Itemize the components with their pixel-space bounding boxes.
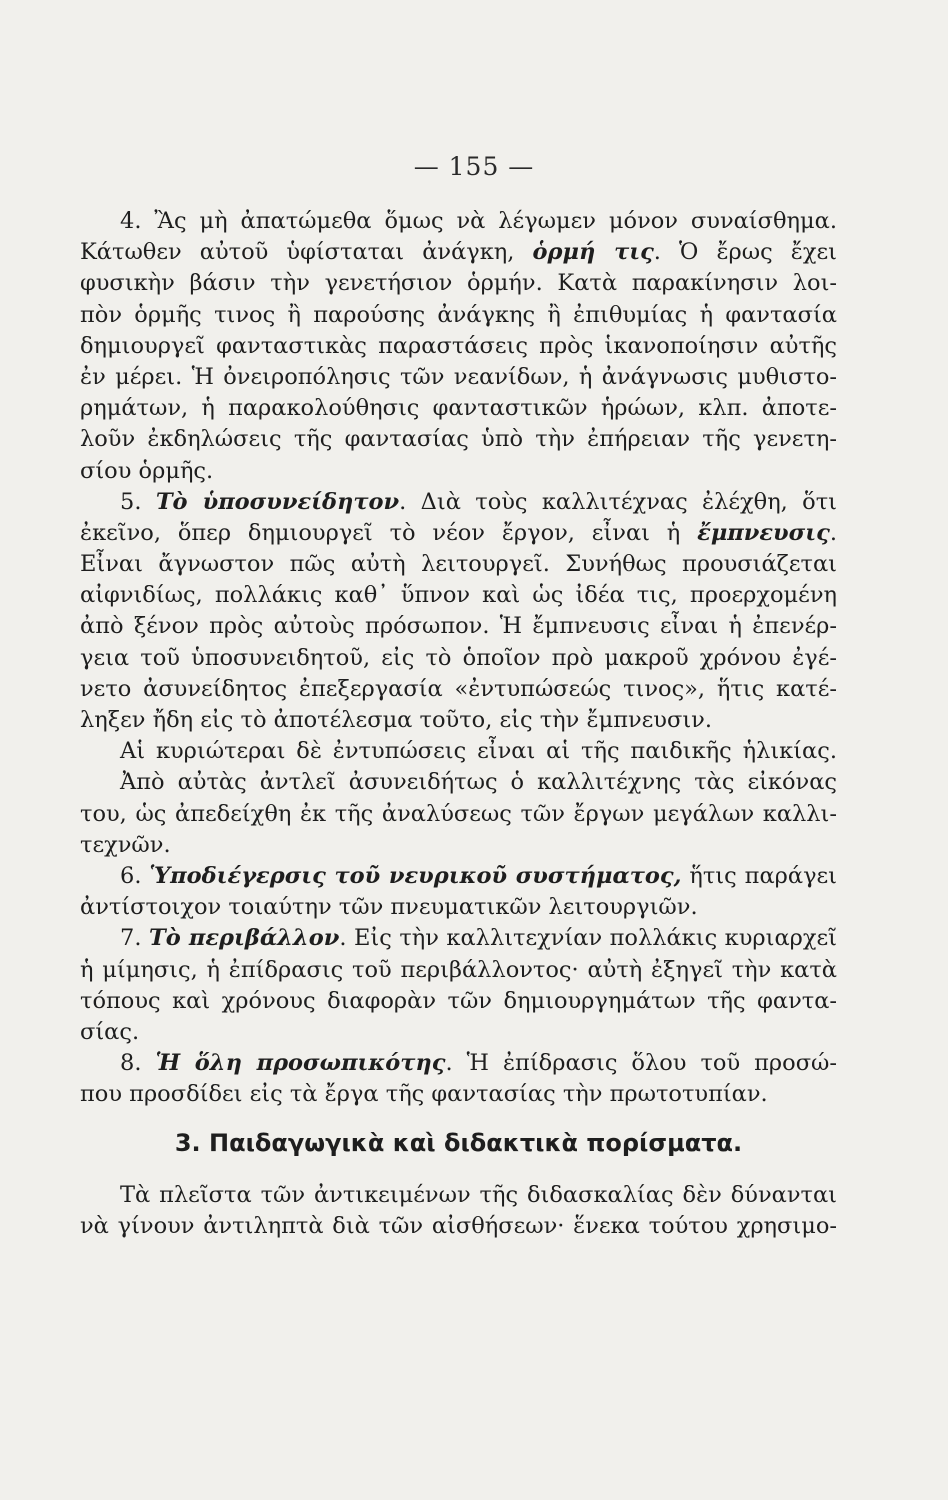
text-line: Ἀπὸ αὐτὰς ἀντλεῖ ἀσυνειδήτως ὁ καλλιτέχνης τὰς εἰκόνας [120,769,837,796]
text-line: ἡ μίμησις, ἡ ἐπίδρασις τοῦ περιβάλλοντος· αὐτὴ ἐξηγεῖ τὴν κατὰ [80,956,837,983]
text-line [80,518,837,549]
text-fragment: ἥτις παράγει [681,862,837,889]
text-line: ἀπὸ ξένον πρὸς αὐτοὺς πρόσωπον. Ἡ ἔμπνευσις εἶναι ἡ ἐπενέρ- [80,613,837,640]
text-line: τεχνῶν. [80,831,171,858]
section-heading: 3. Παιδαγωγικὰ καὶ διδακτικὰ πορίσματα. [174,1129,743,1158]
text-fragment: . [829,519,837,546]
text-line [80,1048,837,1079]
text-line: φυσικὴν βάσιν τὴν γενετήσιον ὁρμήν. Κατὰ παρακίνησιν λοι- [80,270,837,297]
text-fragment: 5. [120,488,156,515]
text-line: ρημάτων, ἡ παρακολούθησις φανταστικῶν ἡρώων, κλπ. ἀποτε- [80,395,837,422]
text-fragment: Κάτωθεν αὐτοῦ ὑφίσταται ἀνάγκη, [80,239,533,266]
text-line: σίας. [80,1018,140,1045]
text-fragment: ἐκεῖνο, ὅπερ δημιουργεῖ τὸ νέον ἔργον, εἶναι ἡ [80,519,698,546]
text-line: Τὰ πλεῖστα τῶν ἀντικειμένων τῆς διδασκαλίας δὲν δύνανται [120,1181,837,1208]
text-line [80,861,837,892]
emphasized-term: Τὸ ὑποσυνείδητον [155,488,400,515]
text-line: που προσδίδει εἰς τὰ ἔργα τῆς φαντασίας τὴν πρωτοτυπίαν. [80,1081,768,1108]
text-line [80,237,837,268]
text-line: τόπους καὶ χρόνους διαφορὰν τῶν δημιουργημάτων τῆς φαντα- [80,987,837,1014]
text-fragment: 7. [120,925,149,952]
text-line: ἐν μέρει. Ἡ ὀνειροπόλησις τῶν νεανίδων, ἡ ἀνάγνωσις μυθιστο- [80,363,837,390]
page-number: — 155 — [413,152,535,181]
text-fragment: . Εἰς τὴν καλλιτεχνίαν πολλάκις κυριαρχεῖ [339,925,837,952]
text-fragment: 8. [120,1050,156,1077]
emphasized-term: Ἡ ὅλη προσωπικότης [155,1050,446,1077]
text-line: πὸν ὁρμῆς τινος ἢ παρούσης ἀνάγκης ἢ ἐπιθυμίας ἡ φαντασία [80,301,837,328]
text-line: Αἱ κυριώτεραι δὲ ἐντυπώσεις εἶναι αἱ τῆς παιδικῆς ἡλικίας. [120,738,837,765]
text-fragment: 6. [120,862,150,889]
text-line: δημιουργεῖ φανταστικὰς παραστάσεις πρὸς ἱκανοποίησιν αὐτῆς [80,332,837,359]
text-line: σίου ὁρμῆς. [80,457,214,484]
text-line: λοῦν ἐκδηλώσεις τῆς φαντασίας ὑπὸ τὴν ἐπήρειαν τῆς γενετη- [80,426,837,453]
text-fragment: . Διὰ τοὺς καλλιτέχνας ἐλέχθη, ὅτι [399,488,837,515]
text-line [80,487,837,518]
emphasized-term: Ὑποδιέγερσις τοῦ νευρικοῦ συστήματος, [149,862,682,889]
emphasized-term: ἔμπνευσις [697,519,830,546]
text-line: νὰ γίνουν ἀντιληπτὰ διὰ τῶν αἰσθήσεων· ἕνεκα τούτου χρησιμο- [80,1212,837,1239]
text-line: του, ὡς ἀπεδείχθη ἐκ τῆς ἀναλύσεως τῶν ἔργων μεγάλων καλλι- [80,800,837,827]
body-text [80,206,837,1242]
text-line: ἀντίστοιχον τοιαύτην τῶν πνευματικῶν λειτουργιῶν. [80,894,698,921]
text-line [80,923,837,954]
text-fragment: . Ὁ ἔρως ἔχει [653,239,837,266]
text-line: ληξεν ἤδη εἰς τὸ ἀποτέλεσμα τοῦτο, εἰς τὴν ἔμπνευσιν. [80,707,712,733]
emphasized-term: Τὸ περιβάλλον [148,925,340,952]
text-fragment: . Ἡ ἐπίδρασις ὅλου τοῦ προσώ- [445,1050,837,1077]
text-line: 4. Ἂς μὴ ἀπατώμεθα ὅμως νὰ λέγωμεν μόνον συναίσθημα. [120,208,837,234]
text-line: γεια τοῦ ὑποσυνειδητοῦ, εἰς τὸ ὁποῖον πρὸ μακροῦ χρόνου ἐγέ- [80,644,837,671]
text-line: αἰφνιδίως, πολλάκις καθ᾽ ὕπνον καὶ ὡς ἰδέα τις, προερχομένη [80,582,837,609]
text-line: νετο ἀσυνείδητος ἐπεξεργασία «ἐντυπώσεώς τινος», ἥτις κατέ- [80,675,837,702]
text-line: Εἶναι ἄγνωστον πῶς αὐτὴ λειτουργεῖ. Συνήθως προυσιάζεται [80,551,837,578]
emphasized-term: ὁρμή τις [532,239,654,266]
